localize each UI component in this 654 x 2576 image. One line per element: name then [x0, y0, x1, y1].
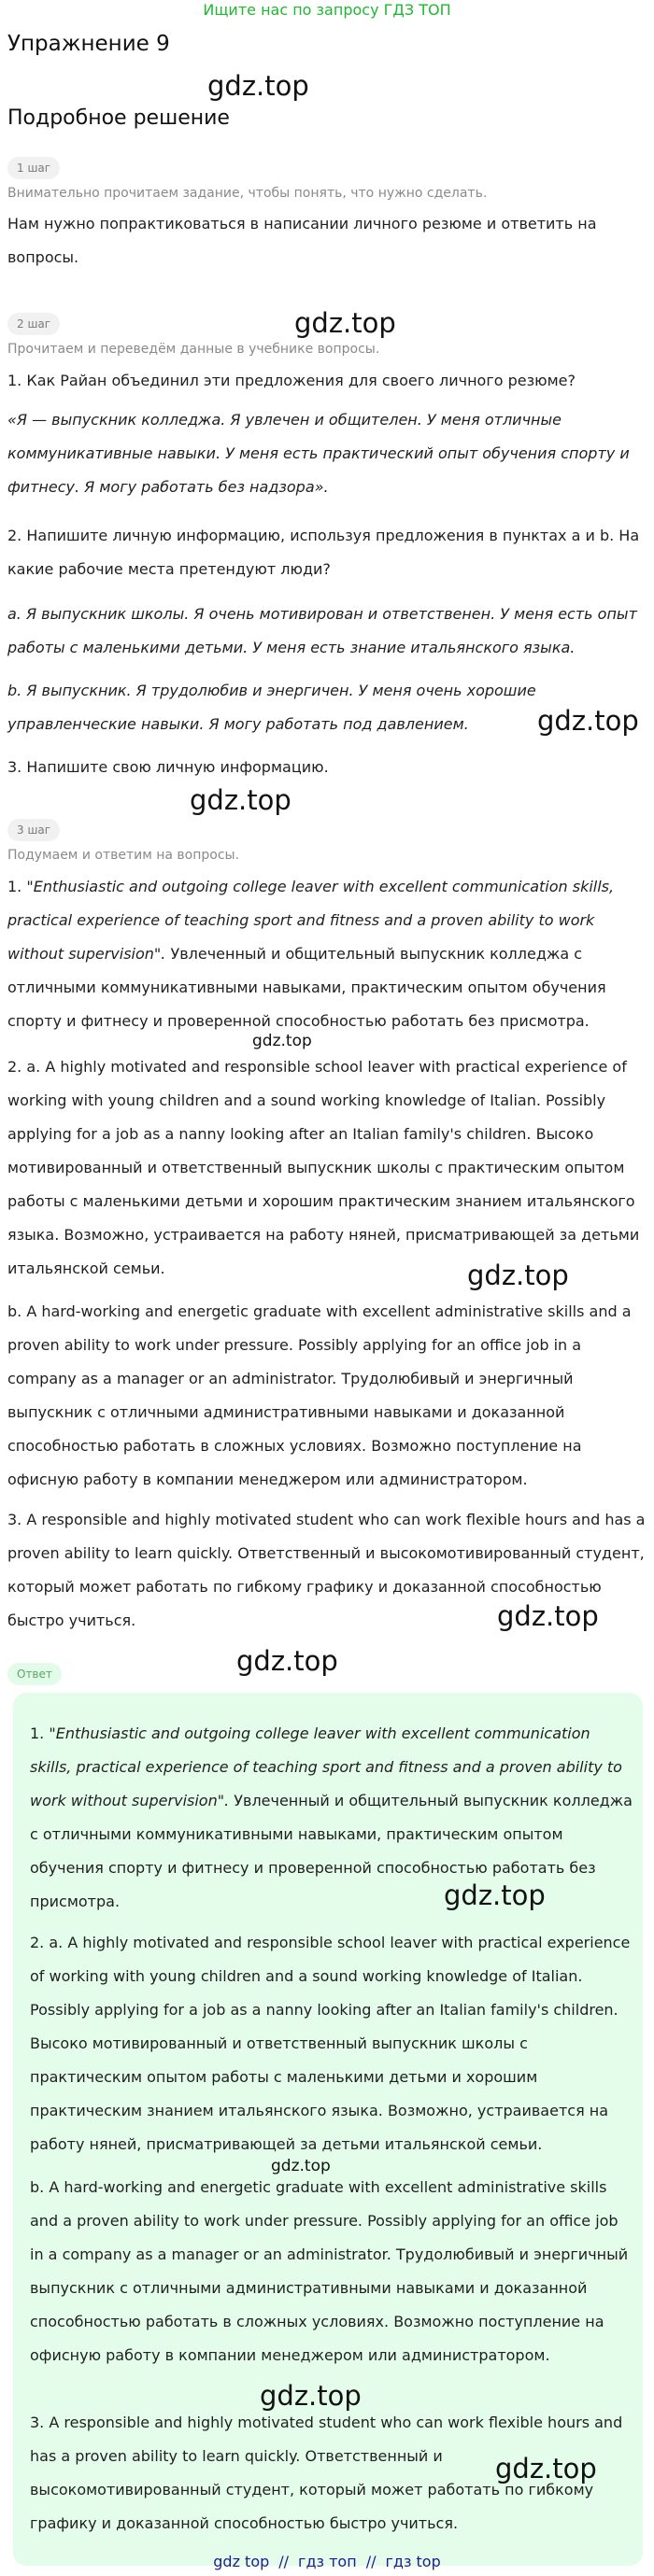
step-2-hint: Прочитаем и переведём данные в учебнике вопросы. [7, 342, 380, 357]
answer-badge: Ответ [7, 1663, 62, 1685]
step-2-question-1-quote [7, 403, 647, 504]
step-3-answer-2b: b. A hard-working and energetic graduate with excellent administrative skills and a proven ability to work under pressure. Possibly applying for an office job in a company as a manager or an administrator. Трудолюбивый и энергичный выпускник с отличными административными навыками и доказанной способностью работать в сложных условиях. Возможно поступление на офисную работу в компании менеджером или администратором. [7, 1302, 632, 1488]
answer-2b: b. A hard-working and energetic graduate with excellent administrative skills and a proven ability to work under pressure. Possibly applying for an office job in a company as a manager or an administrator. Трудолюбивый и энергичный выпускник с отличными административными навыками и доказанной способностью работать в сложных условиях. Возможно поступление на офисную работу в компании менеджером или администратором. [30, 2178, 629, 2364]
watermark: gdz.top [444, 1879, 546, 1911]
step-3-badge: 3 шаг [7, 819, 60, 841]
watermark: gdz.top [252, 1032, 312, 1050]
answer-1-number: 1. [7, 878, 27, 895]
page-title: Упражнение 9 [7, 32, 170, 56]
solution-subtitle: Подробное решение [7, 106, 230, 130]
step-2-question-2: 2. Напишите личную информацию, используя предложения в пунктах a и b. На какие рабочие места претендуют люди? [7, 527, 640, 578]
step-1-text: Нам нужно попрактиковаться в написании личного резюме и ответить на вопросы. [7, 215, 597, 266]
footer-link-gdz-top-ru[interactable]: гдз топ [298, 2553, 357, 2570]
step-2-question-3: 3. Напишите свою личную информацию. [7, 758, 329, 776]
search-banner: Ищите нас по запросу ГДЗ ТОП [203, 1, 451, 19]
watermark: gdz.top [271, 2157, 331, 2175]
footer-link-gdz-top-mixed[interactable]: гдз top [385, 2553, 441, 2570]
step-1-hint: Внимательно прочитаем задание, чтобы понять, что нужно сделать. [7, 186, 488, 201]
final-answer-1-english: "Enthusiastic and outgoing college leaver with excellent communication skills, practical experience of teaching sport and fitness and a proven ability to work without supervision". [30, 1724, 622, 1809]
watermark: gdz.top [190, 784, 291, 816]
watermark: gdz.top [467, 1260, 569, 1291]
footer-separator: // [278, 2553, 290, 2570]
answer-3: 3. A responsible and highly motivated student who can work flexible hours and has a proven ability to learn quickly. Ответственный и высокомотивированный студент, который может работать по гибкому графику и доказанной способностью быстро учиться. [30, 2414, 623, 2532]
step-3-hint: Подумаем и ответим на вопросы. [7, 848, 240, 863]
step-3-answer-1 [7, 870, 647, 1038]
watermark: gdz.top [236, 1645, 338, 1677]
watermark: gdz.top [497, 1600, 599, 1632]
footer-separator: // [365, 2553, 377, 2570]
quote-italic: «Я — выпускник колледжа. Я увлечен и общителен. У меня отличные коммуникативные навыки. У меня есть практический опыт обучения спорту и фитнесу. Я могу работать без надзора». [7, 411, 630, 496]
answer-2a: 2. a. A highly motivated and responsible school leaver with practical experience of working with young children and a sound working knowledge of Italian. Possibly applying for a job as a nanny looking after an Italian family's children. Высоко мотивированный и ответственный выпускник школы с практическим опытом работы с маленькими детьми и хорошим практическим знанием итальянского языка. Возможно, устраивается на работу няней, присматривающей за детьми итальянской семьи. [30, 1934, 631, 2153]
footer-links [0, 2551, 654, 2573]
watermark: gdz.top [537, 705, 639, 737]
point-b-italic: b. Я выпускник. Я трудолюбив и энергичен. У меня очень хорошие управленческие навыки. Я могу работать под давлением. [7, 682, 536, 733]
watermark: gdz.top [207, 70, 309, 102]
step-2-question-1: 1. Как Райан объединил эти предложения для своего личного резюме? [7, 372, 576, 389]
footer-link-gdz-top[interactable]: gdz top [213, 2553, 270, 2570]
answer-1-english: "Enthusiastic and outgoing college leaver with excellent communication skills, practical experience of teaching sport and fitness and a proven ability to work without supervision". [7, 878, 615, 963]
answer-1-russian: Увлеченный и общительный выпускник колледжа с отличными коммуникативными навыками, практическим опытом обучения спорту и фитнесу и проверенной способностью работать без присмотра. [7, 945, 606, 1030]
final-answer-1-russian: Увлеченный и общительный выпускник колледжа с отличными коммуникативными навыками, практическим опытом обучения спорту и фитнесу и проверенной способностью работать без присмотра. [30, 1792, 633, 1910]
watermark: gdz.top [260, 2380, 362, 2412]
step-3-answer-3: 3. A responsible and highly motivated student who can work flexible hours and has a proven ability to learn quickly. Ответственный и высокомотивированный студент, который может работать по гибкому графику и доказанной способностью быстро учиться. [7, 1511, 646, 1629]
watermark: gdz.top [495, 2453, 597, 2485]
final-answer-1-number: 1. [30, 1724, 50, 1742]
point-a-italic: a. Я выпускник школы. Я очень мотивирован и ответственен. У меня есть опыт работы с маленькими детьми. У меня есть знание итальянского языка. [7, 605, 637, 656]
step-2-badge: 2 шаг [7, 313, 60, 335]
step-2-point-a [7, 598, 647, 665]
watermark: gdz.top [294, 307, 396, 339]
step-3-answer-2a: 2. a. A highly motivated and responsible school leaver with practical experience of working with young children and a sound working knowledge of Italian. Possibly applying for a job as a nanny looking after an Italian family's children. Высоко мотивированный и ответственный выпускник школы с практическим опытом работы с маленькими детьми и хорошим практическим знанием итальянского языка. Возможно, устраивается на работу няней, присматривающей за детьми итальянской семьи. [7, 1058, 640, 1277]
step-1-badge: 1 шаг [7, 157, 60, 179]
